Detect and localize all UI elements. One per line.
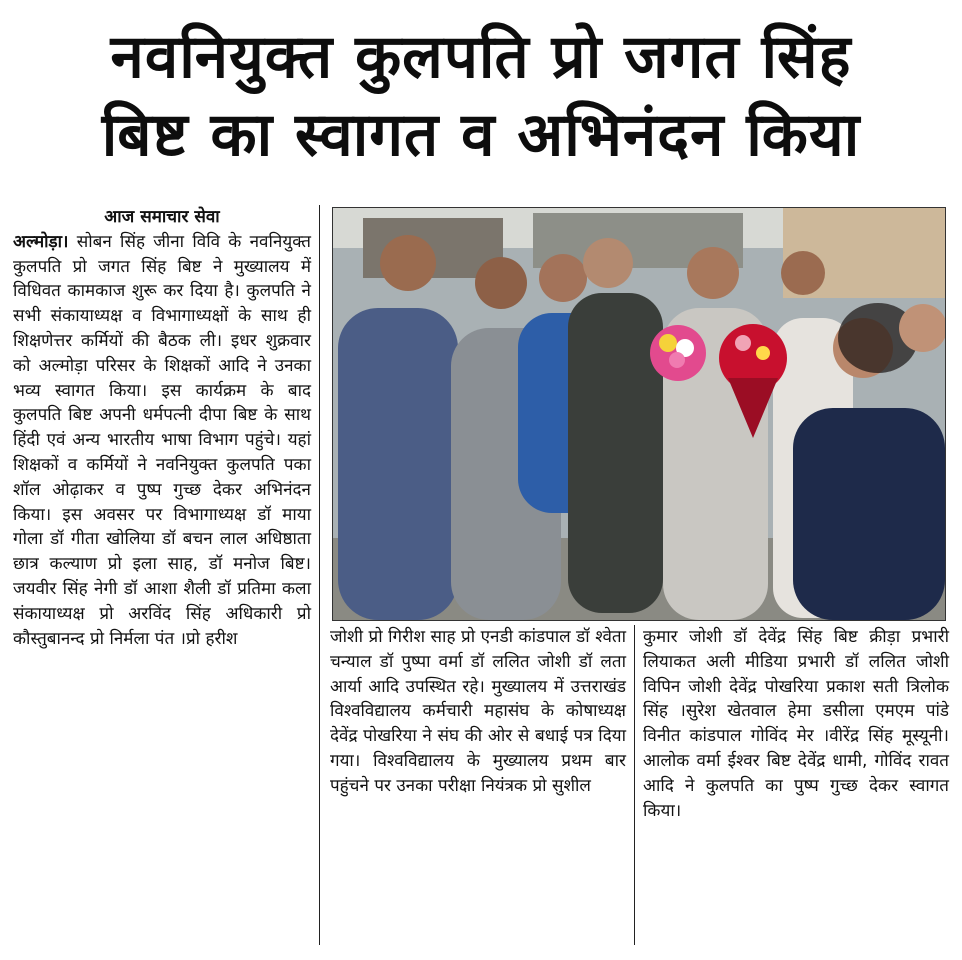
dateline: अल्मोड़ा।	[13, 231, 69, 252]
column-3-text: कुमार जोशी डॉ देवेंद्र सिंह बिष्ट क्रीड़ा प्रभारी लियाकत अली मीडिया प्रभारी डॉ ललित जोशी विपिन जोशी देवेंद्र पोखरिया प्रकाश सती त्रिलोक सिंह ।सुरेश खेतवाल हेमा डसीला एमएम पांडे विनीत कांडपाल गोविंद मेर ।वीरेंद्र सिंह मूस्यूनी। आलोक वर्मा ईश्वर बिष्ट देवेंद्र धामी, गोविंद रावत आदि ने कुलपति का पुष्प गुच्छ देकर स्वागत किया।	[643, 627, 949, 821]
column-2-text: जोशी प्रो गिरीश साह प्रो एनडी कांडपाल डॉ श्वेता चन्याल डॉ पुष्पा वर्मा डॉ ललित जोशी डॉ लता आर्या आदि उपस्थित रहे। मुख्यालय में उत्तराखंड विश्वविद्यालय कर्मचारी महासंघ के कोषाध्यक्ष देवेंद्र पोखरिया ने संघ की ओर से बधाई पत्र दिया गया। विश्वविद्यालय के मुख्यालय प्रथम बार पहुंचने पर उनका परीक्षा नियंत्रक प्रो सुशील	[330, 627, 626, 796]
news-photo	[332, 207, 946, 621]
article-column-1	[13, 205, 311, 651]
byline: आज समाचार सेवा	[104, 207, 220, 227]
headline-line-2: बिष्ट का स्वागत व अभिनंदन किया	[101, 100, 861, 170]
column-1-text: सोबन सिंह जीना विवि के नवनियुक्त कुलपति प्रो जगत सिंह बिष्ट ने मुख्यालय में विधिवत कामकाज शुरू कर दिया है। कुलपति ने सभी संकायाध्यक्ष व विभागाध्यक्षों के साथ ही शिक्षणेत्तर कर्मियों की बैठक ली। इधर शुक्रवार को अल्मोड़ा परिसर के शिक्षकों आदि ने उनका भव्य स्वागत किया। इस कार्यक्रम के बाद कुलपति बिष्ट अपनी धर्मपत्नी दीपा बिष्ट के साथ हिंदी एवं अन्य भारतीय भाषा विभाग पहुंचे। यहां शिक्षकों व कर्मियों ने नवनियुक्त कुलपति पका शॉल ओढ़ाकर व पुष्प गुच्छ देकर अभिनंदन किया। इस अवसर पर विभागाध्यक्ष डॉ माया गोला डॉ गीता खोलिया डॉ बचन लाल अधिष्ठाता छात्र कल्याण प्रो इला साह, डॉ मनोज बिष्ट। जयवीर सिंह नेगी डॉ आशा शैली डॉ प्रतिमा कला संकायाध्यक्ष प्रो अरविंद सिंह अधिकारी प्रो कौस्तुबानन्द प्रो निर्मला पंत ।प्रो हरीश	[13, 231, 311, 649]
article-paragraph-1	[13, 230, 311, 652]
headline	[10, 18, 952, 174]
article-column-3	[643, 625, 949, 823]
group-photo-illustration	[333, 208, 945, 620]
column-rule-2	[634, 625, 635, 945]
article-column-2	[330, 625, 626, 799]
column-rule-1	[319, 205, 320, 945]
headline-line-1: नवनियुक्त कुलपति प्रो जगत सिंह	[110, 22, 852, 92]
bouquet-pink	[650, 325, 706, 381]
